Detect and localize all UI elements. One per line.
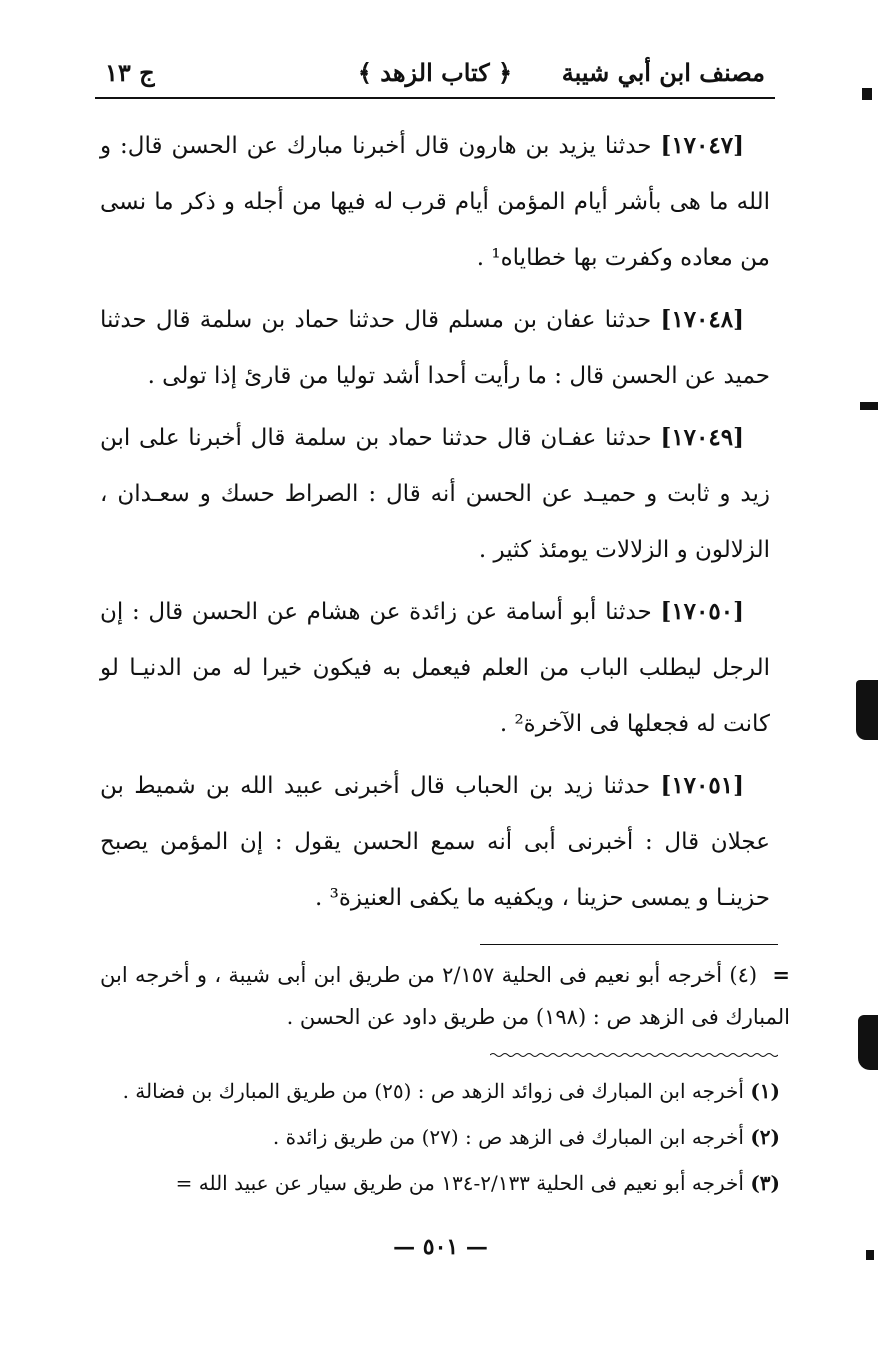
- hadith-17049: [100, 410, 770, 578]
- continuation-marker: =: [772, 962, 790, 987]
- footnote-separator: [480, 944, 778, 945]
- running-header: [95, 52, 775, 96]
- footnote-2: [100, 1114, 780, 1160]
- scan-edge-mark: [866, 1250, 874, 1260]
- hadith-17048: [100, 292, 770, 404]
- footnote-number: (١): [750, 1079, 780, 1103]
- footnotes: [100, 1068, 780, 1206]
- footnote-text: أخرجه أبو نعيم فى الحلية ٢/١٣٣-١٣٤ من طريق سيار عن عبيد الله =: [175, 1171, 744, 1195]
- header-rule: [95, 97, 775, 99]
- hadith-text: حدثنا أبو أسامة عن زائدة عن هشام عن الحسن قال : إن الرجل ليطلب الباب من العلم فيعمل به فيكون خيرا له من الدنيـا لو كانت له فجعلها فى الآخرة² .: [100, 599, 770, 737]
- footnote-1: [100, 1068, 780, 1114]
- footnote-3: [100, 1160, 780, 1206]
- scan-edge-mark: [860, 402, 878, 410]
- continued-footnote-text: (٤) أخرجه أبو نعيم فى الحلية ٢/١٥٧ من طريق ابن أبى شيبة ، و أخرجه ابن المبارك فى الزهد ص : (١٩٨) من طريق داود عن الحسن .: [100, 963, 790, 1029]
- hadith-number: [١٧٠٤٩]: [660, 424, 744, 451]
- scan-edge-mark: [858, 1015, 878, 1070]
- footnote-text: أخرجه ابن المبارك فى الزهد ص : (٢٧) من طريق زائدة .: [272, 1125, 744, 1149]
- footnote-text: أخرجه ابن المبارك فى زوائد الزهد ص : (٢٥) من طريق المبارك بن فضالة .: [122, 1079, 744, 1103]
- book-title: مصنف ابن أبي شيبة: [561, 58, 765, 87]
- hadith-17047: [100, 118, 770, 286]
- volume-number: ج ١٣: [105, 58, 155, 87]
- hadith-number: [١٧٠٥١]: [660, 772, 744, 799]
- page-number: — ٥٠١ —: [393, 1234, 488, 1260]
- footnote-number: (٢): [750, 1125, 780, 1149]
- hadith-text: حدثنا عفان بن مسلم قال حدثنا حماد بن سلمة قال حدثنا حميد عن الحسن قال : ما رأيت أحدا أشد توليا من قارئ إذا تولى .: [100, 307, 770, 389]
- hadith-number: [١٧٠٥٠]: [660, 598, 744, 625]
- continued-footnote: [100, 954, 790, 1038]
- chapter-title: ﴿ كتاب الزهد ﴾: [357, 58, 513, 87]
- hadith-17051: [100, 758, 770, 926]
- hadith-body: [100, 118, 770, 932]
- wavy-separator: [490, 1052, 778, 1058]
- hadith-text: حدثنا زيد بن الحباب قال أخبرنى عبيد الله بن شميط بن عجلان قال : أخبرنى أبى أنه سمع الحسن يقول : إن المؤمن يصبح حزينـا و يمسى حزينا ، ويكفيه ما يكفى العنيزة³ .: [100, 773, 770, 911]
- hadith-text: حدثنا يزيد بن هارون قال أخبرنا مبارك عن الحسن قال: و الله ما هى بأشر أيام المؤمن أيام قرب له فيها من أجله و ذكر ما نسى من معاده وكفرت بها خطاياه¹ .: [100, 133, 770, 271]
- footnote-number: (٣): [750, 1171, 780, 1195]
- hadith-text: حدثنا عفـان قال حدثنا حماد بن سلمة قال أخبرنا على ابن زيد و ثابت و حميـد عن الحسن أنه قال : الصراط حسك و سعـدان ، الزلالون و الزلالات يومئذ كثير .: [100, 425, 770, 563]
- hadith-17050: [100, 584, 770, 752]
- hadith-number: [١٧٠٤٧]: [660, 132, 744, 159]
- scan-edge-mark: [856, 680, 878, 740]
- hadith-number: [١٧٠٤٨]: [660, 306, 745, 333]
- scan-edge-mark: [862, 88, 872, 100]
